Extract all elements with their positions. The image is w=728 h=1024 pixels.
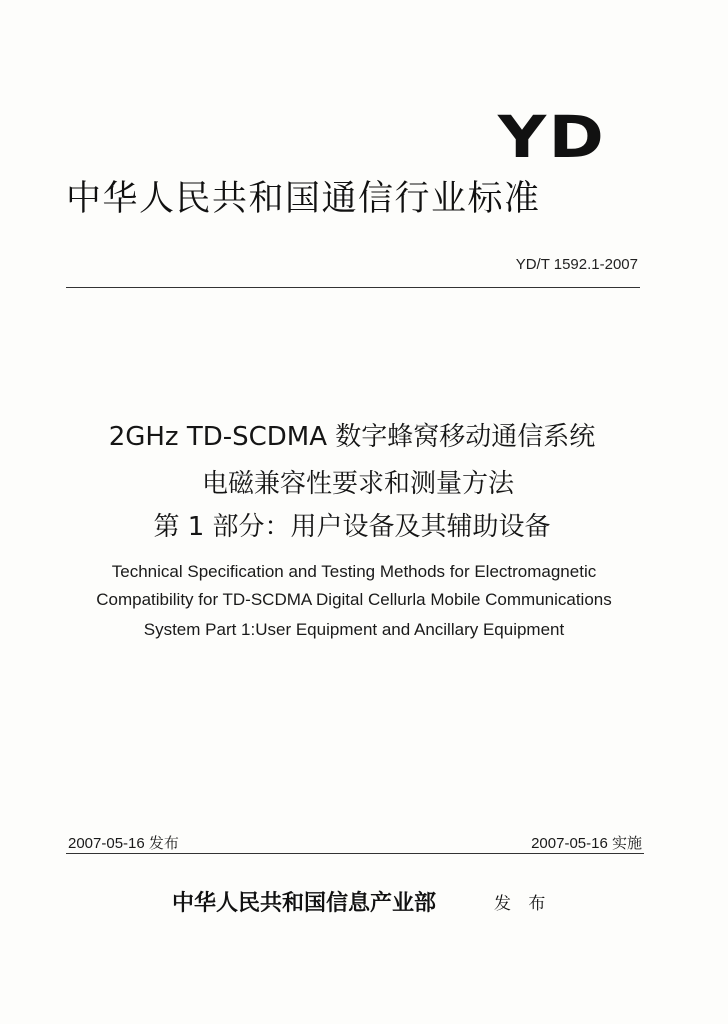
english-title-line-3: System Part 1:User Equipment and Ancillary Equipment xyxy=(143,620,565,639)
chinese-title-line-1: 2GHz TD-SCDMA 数字蜂窝移动通信系统 xyxy=(108,422,596,452)
publisher-verb: 发 布 xyxy=(494,894,552,914)
publisher-name: 中华人民共和国信息产业部 xyxy=(172,890,437,916)
footer-divider xyxy=(66,853,644,854)
standard-category-title: 中华人民共和国通信行业标准 xyxy=(66,179,541,219)
english-title-line-1: Technical Specification and Testing Methods for Electromagnetic xyxy=(111,562,597,581)
english-title-line-2: Compatibility for TD-SCDMA Digital Cellurla Mobile Communications xyxy=(96,590,612,609)
chinese-title-line-3: 第 1 部分：用户设备及其辅助设备 xyxy=(153,512,551,542)
standard-number: YD/T 1592.1-2007 xyxy=(515,256,638,273)
yd-logo: YD xyxy=(497,103,606,171)
header-divider xyxy=(66,287,640,288)
implementation-date: 2007-05-16 实施 xyxy=(531,835,642,852)
chinese-title-line-2: 电磁兼容性要求和测量方法 xyxy=(201,469,514,499)
issue-date: 2007-05-16 发布 xyxy=(68,835,179,852)
